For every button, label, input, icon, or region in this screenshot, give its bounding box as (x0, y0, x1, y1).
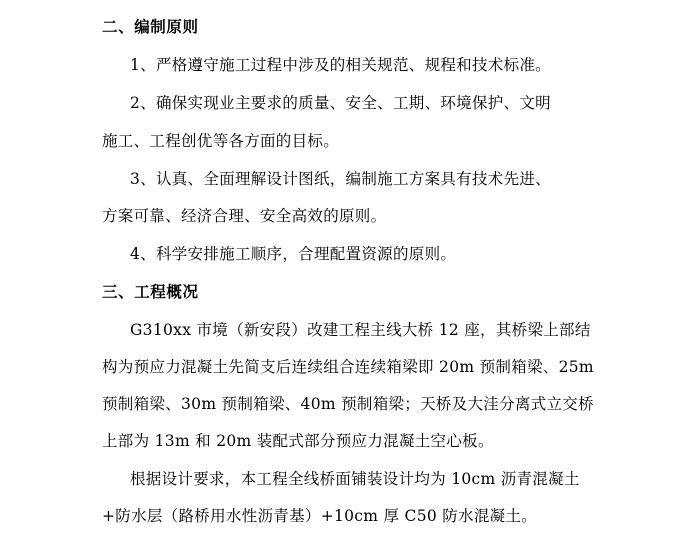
overview-line-1: G310xx 市境（新安段）改建工程主线大桥 12 座，其桥梁上部结 (130, 321, 591, 339)
overview-line-5: 根据设计要求，本工程全线桥面铺装设计均为 10cm 沥青混凝土 (130, 470, 580, 488)
principle-line-2-cont: 施工、工程创优等各方面的目标。 (102, 132, 340, 150)
overview-line-3: 预制箱梁、30m 预制箱梁、40m 预制箱梁；天桥及大洼分离式立交桥 (102, 395, 594, 413)
section-heading-overview: 三、工程概况 (102, 283, 199, 301)
principle-line-4: 4、科学安排施工顺序，合理配置资源的原则。 (130, 245, 457, 263)
overview-line-6: +防水层（路桥用水性沥青基）+10cm 厚 C50 防水混凝土。 (102, 507, 538, 525)
principle-line-1: 1、严格遵守施工过程中涉及的相关规范、规程和技术标准。 (130, 56, 551, 74)
overview-line-4: 上部为 13m 和 20m 装配式部分预应力混凝土空心板。 (102, 432, 494, 450)
section-heading-principles: 二、编制原则 (102, 18, 199, 36)
overview-line-2: 构为预应力混凝土先简支后连续组合连续箱梁即 20m 预制箱梁、25m (102, 358, 594, 376)
principle-line-3: 3、认真、全面理解设计图纸，编制施工方案具有技术先进、 (130, 170, 551, 188)
principle-line-3-cont: 方案可靠、经济合理、安全高效的原则。 (102, 207, 387, 225)
principle-line-2: 2、确保实现业主要求的质量、安全、工期、环境保护、文明 (130, 94, 551, 112)
